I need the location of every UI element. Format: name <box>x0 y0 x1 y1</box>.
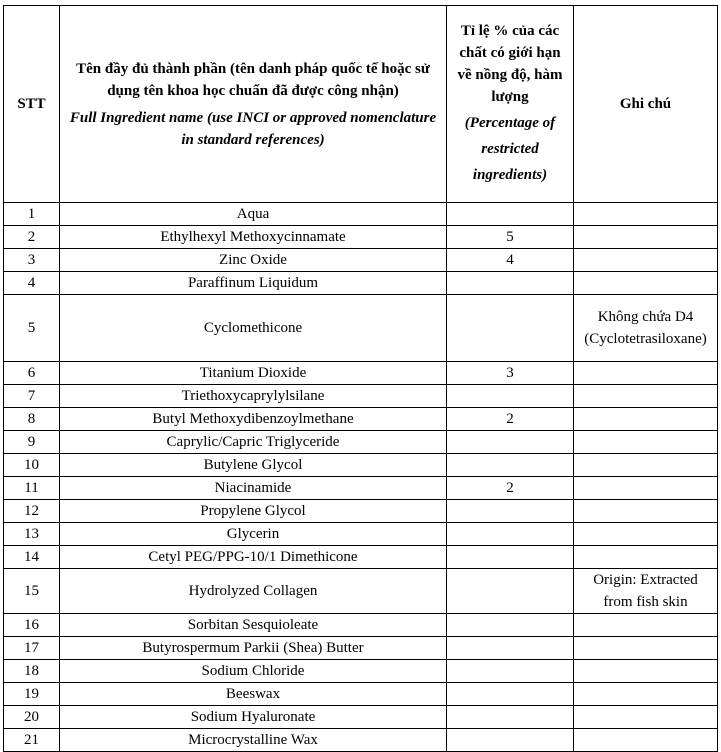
note-header: Ghi chú <box>574 6 718 203</box>
row-number-cell: 6 <box>4 362 60 385</box>
note-cell <box>574 431 718 454</box>
note-cell: Không chứa D4 (Cyclotetrasiloxane) <box>574 295 718 362</box>
ingredient-name-cell: Triethoxycaprylylsilane <box>60 385 447 408</box>
rate-cell <box>447 203 574 226</box>
row-number-cell: 16 <box>4 614 60 637</box>
rate-cell: 5 <box>447 226 574 249</box>
rate-header-vi: Tỉ lệ % của các chất có giới hạn về nồng độ, hàm lượng <box>457 23 563 105</box>
row-number-cell: 14 <box>4 546 60 569</box>
row-number-cell: 11 <box>4 477 60 500</box>
note-cell <box>574 249 718 272</box>
ingredient-name-cell: Microcrystalline Wax <box>60 729 447 752</box>
row-number-cell: 19 <box>4 683 60 706</box>
row-number-cell: 21 <box>4 729 60 752</box>
ingredient-header-en: Full Ingredient name (use INCI or approved nomenclature in standard references) <box>69 109 437 148</box>
row-number-cell: 4 <box>4 272 60 295</box>
note-cell <box>574 500 718 523</box>
note-cell <box>574 226 718 249</box>
rate-cell <box>447 500 574 523</box>
ingredient-name-cell: Cyclomethicone <box>60 295 447 362</box>
note-cell <box>574 683 718 706</box>
table-row <box>4 454 718 477</box>
ingredient-name-cell: Paraffinum Liquidum <box>60 272 447 295</box>
ingredient-name-cell: Beeswax <box>60 683 447 706</box>
note-cell <box>574 203 718 226</box>
ingredient-name-cell: Aqua <box>60 203 447 226</box>
table-row <box>4 683 718 706</box>
note-cell <box>574 637 718 660</box>
table-row <box>4 203 718 226</box>
ingredient-name-cell: Caprylic/Capric Triglyceride <box>60 431 447 454</box>
rate-cell <box>447 431 574 454</box>
stt-header: STT <box>4 6 60 203</box>
row-number-cell: 3 <box>4 249 60 272</box>
ingredient-name-cell: Cetyl PEG/PPG-10/1 Dimethicone <box>60 546 447 569</box>
ingredient-name-cell: Zinc Oxide <box>60 249 447 272</box>
note-cell <box>574 523 718 546</box>
table-row <box>4 706 718 729</box>
ingredient-header <box>60 6 447 203</box>
rate-header <box>447 6 574 203</box>
table-row <box>4 523 718 546</box>
row-number-cell: 15 <box>4 569 60 614</box>
table-row <box>4 637 718 660</box>
row-number-cell: 9 <box>4 431 60 454</box>
ingredient-name-cell: Sodium Chloride <box>60 660 447 683</box>
note-cell <box>574 546 718 569</box>
row-number-cell: 17 <box>4 637 60 660</box>
rate-cell <box>447 272 574 295</box>
table-row <box>4 249 718 272</box>
table-row <box>4 500 718 523</box>
rate-cell <box>447 454 574 477</box>
rate-cell: 2 <box>447 408 574 431</box>
row-number-cell: 12 <box>4 500 60 523</box>
ingredient-name-cell: Glycerin <box>60 523 447 546</box>
rate-cell <box>447 523 574 546</box>
note-cell <box>574 272 718 295</box>
ingredient-name-cell: Propylene Glycol <box>60 500 447 523</box>
note-cell <box>574 454 718 477</box>
table-row <box>4 477 718 500</box>
ingredient-name-cell: Ethylhexyl Methoxycinnamate <box>60 226 447 249</box>
table-row <box>4 226 718 249</box>
ingredient-name-cell: Butyrospermum Parkii (Shea) Butter <box>60 637 447 660</box>
rate-cell <box>447 683 574 706</box>
rate-cell <box>447 614 574 637</box>
ingredient-name-cell: Butylene Glycol <box>60 454 447 477</box>
ingredient-name-cell: Sorbitan Sesquioleate <box>60 614 447 637</box>
ingredient-name-cell: Butyl Methoxydibenzoylmethane <box>60 408 447 431</box>
rate-cell: 3 <box>447 362 574 385</box>
note-cell <box>574 660 718 683</box>
rate-header-en: (Percentage of restricted ingredients) <box>464 115 556 183</box>
note-cell <box>574 706 718 729</box>
table-row <box>4 569 718 614</box>
note-cell <box>574 408 718 431</box>
rate-cell <box>447 729 574 752</box>
note-cell <box>574 614 718 637</box>
table-row <box>4 362 718 385</box>
rate-cell <box>447 637 574 660</box>
rate-cell <box>447 660 574 683</box>
note-cell <box>574 729 718 752</box>
row-number-cell: 1 <box>4 203 60 226</box>
rate-cell <box>447 569 574 614</box>
rate-cell: 4 <box>447 249 574 272</box>
note-cell <box>574 477 718 500</box>
rate-cell <box>447 295 574 362</box>
ingredient-name-cell: Hydrolyzed Collagen <box>60 569 447 614</box>
note-cell <box>574 362 718 385</box>
table-row <box>4 614 718 637</box>
rate-cell: 2 <box>447 477 574 500</box>
row-number-cell: 13 <box>4 523 60 546</box>
rate-cell <box>447 546 574 569</box>
table-row <box>4 431 718 454</box>
ingredient-table <box>3 5 718 752</box>
row-number-cell: 10 <box>4 454 60 477</box>
row-number-cell: 5 <box>4 295 60 362</box>
table-row <box>4 408 718 431</box>
rate-cell <box>447 385 574 408</box>
ingredient-rows <box>4 203 718 752</box>
row-number-cell: 2 <box>4 226 60 249</box>
table-row <box>4 660 718 683</box>
ingredient-name-cell: Sodium Hyaluronate <box>60 706 447 729</box>
ingredient-header-vi: Tên đầy đủ thành phần (tên danh pháp quốc tế hoặc sử dụng tên khoa học chuẩn đã được công nhận) <box>76 60 430 99</box>
rate-cell <box>447 706 574 729</box>
row-number-cell: 7 <box>4 385 60 408</box>
row-number-cell: 20 <box>4 706 60 729</box>
table-row <box>4 272 718 295</box>
table-row <box>4 546 718 569</box>
row-number-cell: 18 <box>4 660 60 683</box>
ingredient-name-cell: Titanium Dioxide <box>60 362 447 385</box>
table-row <box>4 295 718 362</box>
row-number-cell: 8 <box>4 408 60 431</box>
note-cell <box>574 385 718 408</box>
table-row <box>4 385 718 408</box>
note-cell: Origin: Extracted from fish skin <box>574 569 718 614</box>
ingredient-name-cell: Niacinamide <box>60 477 447 500</box>
header-row <box>4 6 718 203</box>
table-row <box>4 729 718 752</box>
